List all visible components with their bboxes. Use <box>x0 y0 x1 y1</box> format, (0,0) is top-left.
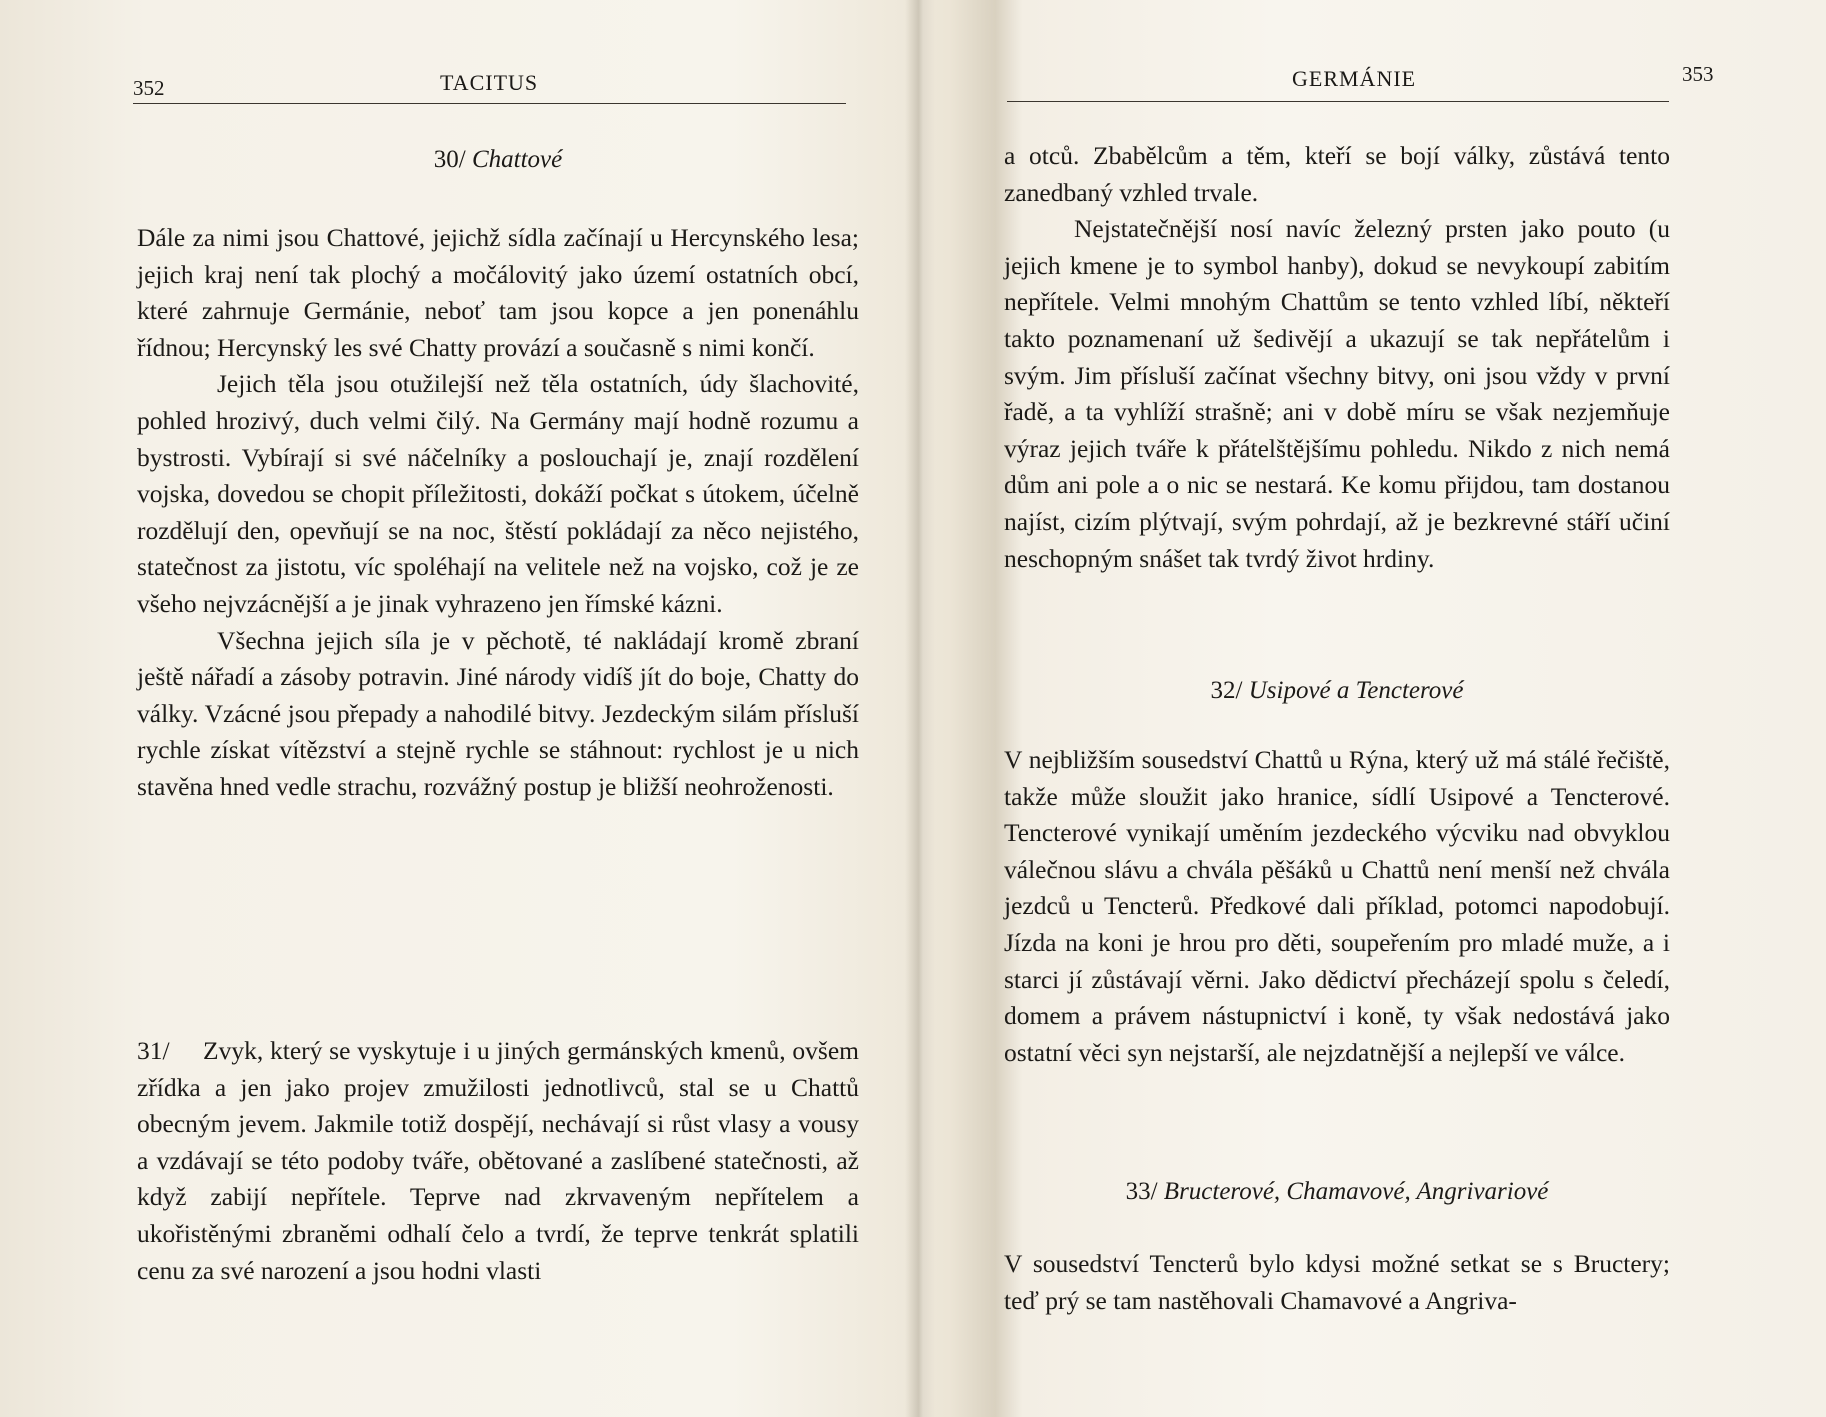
section-33-body <box>1004 1246 1670 1319</box>
paragraph: Všechna jejich síla je v pěchotě, té nakládají kromě zbraní ještě nářadí a zásoby potravin. Jiné národy vidíš jít do boje, Chatty do války. Vzácné jsou přepady a nahodilé bitvy. Jezdeckým silám přísluší rychle získat vítězství a stejně rychle se stáhnout: rychlost je u nich stavěna hned vedle strachu, rozvážný postup je bližší neohroženosti. <box>137 625 859 801</box>
paragraph: V nejbližším sousedství Chattů u Rýna, který už má stálé řečiště, takže může sloužit jako hranice, sídlí Usipové a Tencterové. Tencterové vynikají uměním jezdeckého výcviku nad obvyklou válečnou slávu a chvála pěšáků u Chattů není menší než chvála jezdců u Tencterů. Předkové dali příklad, potomci napodobují. Jízda na koni je hrou pro děti, soupeřením pro mladé muže, a i starci jí zůstávají věrni. Jako dědictví přecházejí spolu s čeledí, domem a právem nástupnictví i koně, ty však nedostává jako ostatní věci syn nejstarší, ale nejzdatnější a nejlepší ve válce. <box>1004 745 1670 1067</box>
section-number: 32/ <box>1210 677 1243 704</box>
section-30 <box>137 142 859 179</box>
section-title: Bructerové, Chamavové, Angrivariové <box>1163 1178 1549 1205</box>
section-32-body <box>1004 742 1670 1071</box>
paragraph: V sousedství Tencterů bylo kdysi možné setkat se s Bructery; teď prý se tam nastěhovali Chamavové a Angriva- <box>1004 1249 1670 1315</box>
section-33 <box>1004 1174 1670 1211</box>
left-page <box>0 0 905 1417</box>
section-heading <box>1004 1174 1670 1211</box>
paragraph <box>137 1033 859 1289</box>
header-rule <box>1007 101 1669 102</box>
page-number: 352 <box>133 76 165 100</box>
header-rule <box>133 103 846 104</box>
section-31-continuation <box>1004 138 1670 577</box>
section-text: Zvyk, který se vyskytuje i u jiných germánských kmenů, ovšem zřídka a jen jako projev zmužilosti jednotlivců, stal se u Chattů obecným jevem. Jakmile totiž dospějí, nechávají si růst vlasy a vousy a vzdávají se této podoby tváře, obětované a zaslíbené statečnosti, až když zabijí nepřítele. Teprve nad zkrvaveným nepřítelem a ukořistěnými zbraněmi odhalí čelo a tvrdí, že teprve tenkrát splatili cenu za své narození a jsou hodni vlasti <box>137 1036 859 1285</box>
section-title: Usipové a Tencterové <box>1248 677 1464 704</box>
running-head: GERMÁNIE <box>1292 66 1417 91</box>
paragraph: a otců. Zbabělcům a těm, kteří se bojí války, zůstává tento zanedbaný vzhled trvale. <box>1004 141 1670 207</box>
section-number: 30/ <box>433 146 466 173</box>
section-number: 33/ <box>1125 1178 1158 1205</box>
paragraph: Nejstatečnější nosí navíc železný prsten jako pouto (u jejich kmene je to symbol hanby), dokud se nevykoupí zabitím nepřítele. Velmi mnohým Chattům se tento vzhled líbí, někteří takto poznamenaní už šedivějí a ukazují se tak nepřátelům i svým. Jim přísluší začínat všechny bitvy, oni jsou vždy v první řadě, a ta vyhlíží strašně; ani v době míru se však nezjemňuje výraz jejich tváře k přátelštějšímu pohledu. Nikdo z nich nemá dům ani pole a o nic se nestará. Ke komu přijdou, tam dostanou najíst, cizím plýtvají, svým pohrdají, až je bezkrevné stáří učiní neschopným snášet tak tvrdý život hrdiny. <box>1004 214 1670 573</box>
paragraph: Jejich těla jsou otužilejší než těla ostatních, údy šlachovité, pohled hrozivý, duch velmi čilý. Na Germány mají hodně rozumu a bystrosti. Vybírají si své náčelníky a poslouchají je, znají rozdělení vojska, dovedou se chopit příležitosti, dokáží počkat s útokem, účelně rozdělují den, opevňují se na noc, štěstí pokládají za něco nejistého, statečnost za jistotu, víc spoléhají na velitele než na vojsko, což je ze všeho nejvzácnější a je jinak vyhrazeno jen římské kázni. <box>137 369 859 618</box>
section-heading <box>137 142 859 179</box>
paragraph: Dále za nimi jsou Chattové, jejichž sídla začínají u Hercynského lesa; jejich kraj není tak plochý a močálovitý jako území ostatních obcí, které zahrnuje Germánie, neboť tam jsou kopce a jen ponenáhlu řídnou; Hercynský les své Chatty provází a současně s nimi končí. <box>137 223 859 362</box>
section-heading <box>1004 673 1670 710</box>
book-gutter <box>905 0 935 1417</box>
page-number: 353 <box>1682 62 1714 86</box>
section-title: Chattové <box>471 146 563 173</box>
section-number: 31/ <box>137 1036 170 1065</box>
section-32 <box>1004 673 1670 710</box>
section-30-body <box>137 220 859 806</box>
right-page <box>935 0 1826 1417</box>
section-31 <box>137 1033 859 1289</box>
running-head: TACITUS <box>440 70 539 95</box>
